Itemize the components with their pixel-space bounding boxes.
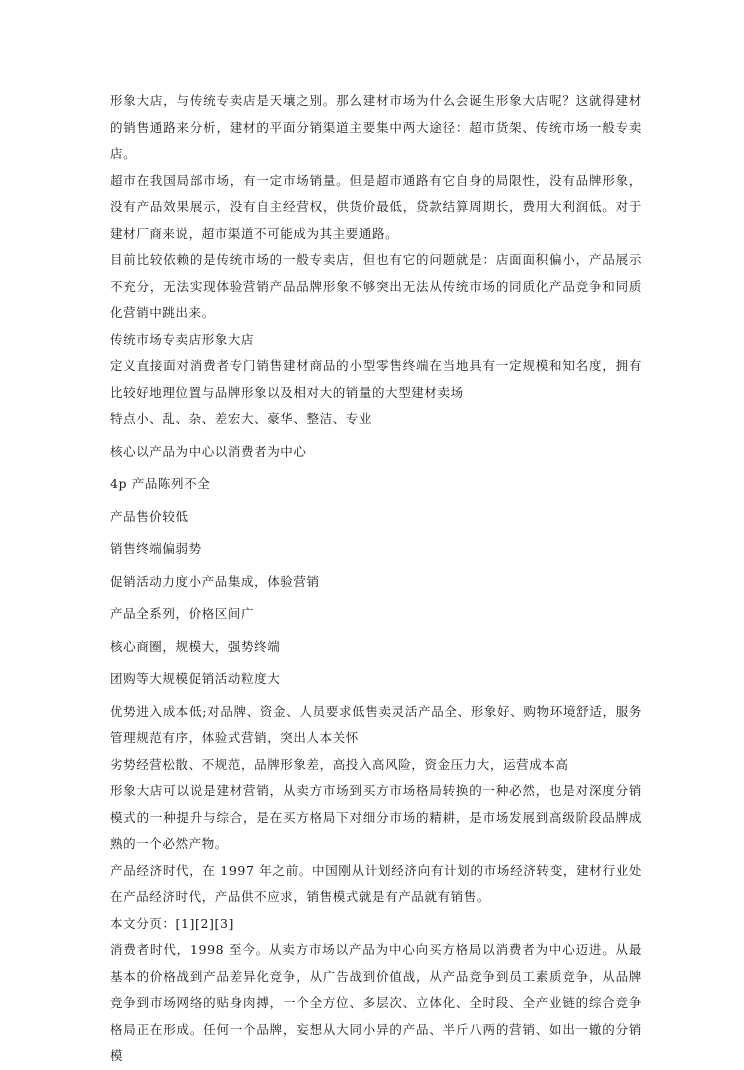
paragraph-6: 特点小、乱、杂、差宏大、豪华、整洁、专业 [110, 411, 373, 426]
paragraph-8: 4p 产品陈列不全 [110, 476, 211, 491]
paragraph-9: 产品售价较低 [110, 508, 189, 524]
paragraph-3: 目前比较依赖的是传统市场的一般专卖店，但也有它的问题就是：店面面积偏小，产品展示不充分，无法实现体验营销产品品牌形象不够突出无法从传统市场的同质化产品竞争和同质化营销中跳出来。 [110, 252, 642, 320]
paragraph-16: 劣势经营松散、不规范，品牌形象差，高投入高风险，资金压力大，运营成本高 [110, 756, 569, 772]
paragraph-19: 本文分页：[1][2][3] [110, 915, 235, 931]
paragraph-13: 核心商圈，规模大，强势终端 [110, 638, 281, 654]
paragraph-4: 传统市场专卖店形象大店 [110, 331, 255, 347]
paragraph-12: 产品全系列，价格区间广 [110, 606, 255, 621]
paragraph-11: 促销活动力度小产品集成，体验营销 [110, 573, 320, 589]
paragraph-7: 核心以产品为中心以消费者为中心 [110, 443, 307, 459]
paragraph-10: 销售终端偏弱势 [110, 541, 202, 556]
paragraph-5: 定义直接面对消费者专门销售建材商品的小型零售终端在当地具有一定规模和知名度，拥有比较好地理位置与品牌形象以及相对大的销量的大型建材卖场 [110, 358, 642, 400]
paragraph-14: 团购等大规模促销活动粒度大 [110, 671, 281, 686]
paragraph-2: 超市在我国局部市场，有一定市场销量。但是超市通路有它自身的局限性，没有品牌形象，没有产品效果展示，没有自主经营权，供货价最低，贷款结算周期长，费用大利润低。对于建材厂商来说，超市渠道不可能成为其主要通路。 [110, 172, 642, 241]
paragraph-15: 优势进入成本低;对品牌、资金、人员要求低售卖灵活产品全、形象好、购物环境舒适，服务管理规范有序，体验式营销，突出人本关怀 [110, 703, 642, 745]
paragraph-18: 产品经济时代，在 1997 年之前。中国刚从计划经济向有计划的市场经济转变，建材行业处在产品经济时代，产品供不应求，销售模式就是有产品就有销售。 [110, 862, 642, 904]
paragraph-20: 消费者时代，1998 至今。从卖方市场以产品为中心向买方格局以消费者为中心迈进。从最基本的价格战到产品差异化竞争，从广告战到价值战，从产品竞争到员工素质竞争，从品牌竞争到市场网络的贴身肉搏，一个全方位、多层次、立体化、全时段、全产业链的综合竞争格局正在形成。任何一个品牌，妄想从大同小异的产品、半斤八两的营销、如出一辙的分销模 [110, 942, 642, 1063]
paragraph-1: 形象大店，与传统专卖店是天壤之别。那么建材市场为什么会诞生形象大店呢？这就得建材的销售通路来分析，建材的平面分销渠道主要集中两大途径：超市货架、传统市场一般专卖店。 [110, 93, 642, 161]
paragraph-17: 形象大店可以说是建材营销，从卖方市场到买方市场格局转换的一种必然，也是对深度分销模式的一种提升与综合，是在买方格局下对细分市场的精耕，是市场发展到高级阶段品牌成熟的一个必然产物。 [110, 783, 642, 851]
document-body [110, 88, 642, 1070]
